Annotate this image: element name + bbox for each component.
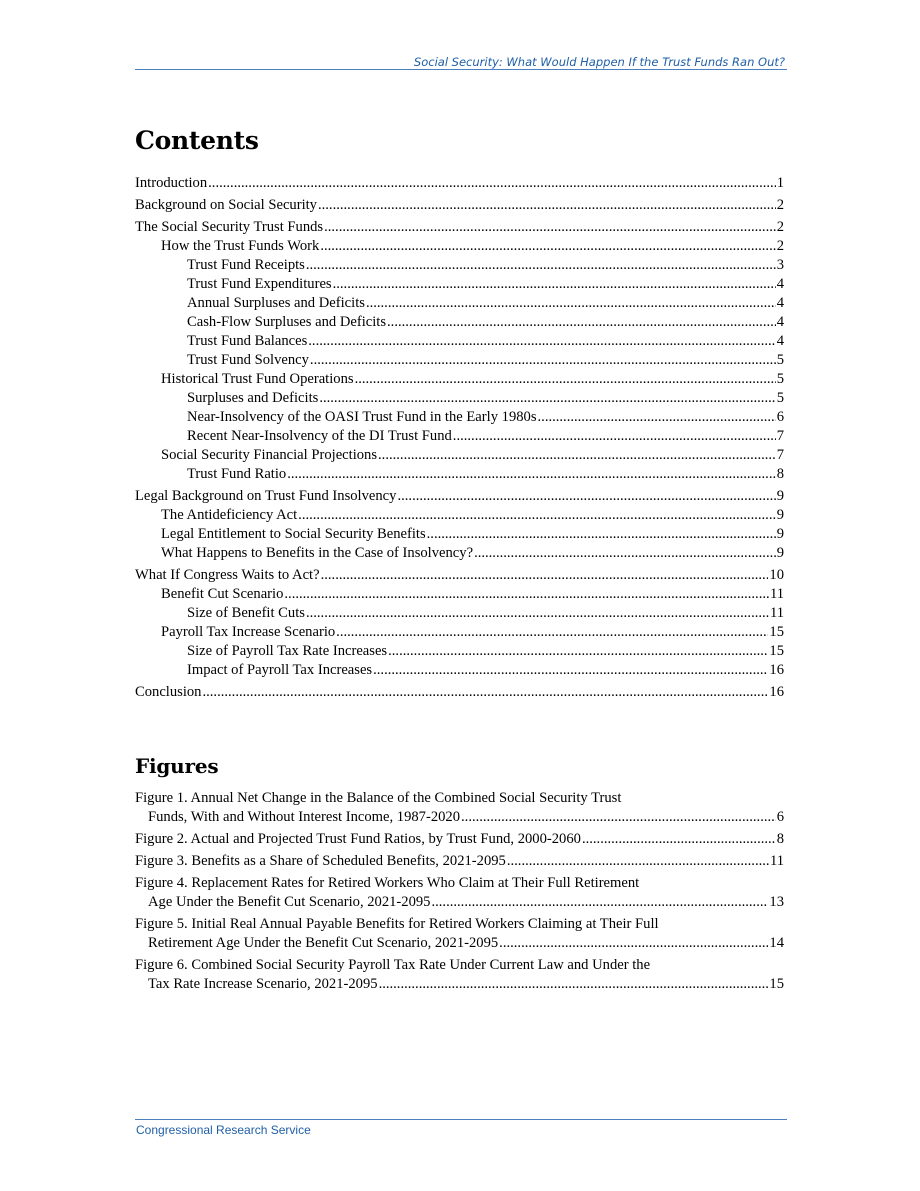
figure-entry-title: Figure 6. Combined Social Security Payroll Tax Rate Under Current Law and Under the xyxy=(135,957,651,973)
toc-entry-page: 15 xyxy=(769,643,784,659)
toc-entry-title: Trust Fund Expenditures xyxy=(187,276,332,292)
figure-entry-line xyxy=(135,830,784,849)
toc-entry-title: The Social Security Trust Funds xyxy=(135,219,324,235)
figure-entry-title: Figure 2. Actual and Projected Trust Fund Ratios, by Trust Fund, 2000-2060 xyxy=(135,831,581,847)
toc-entry-title: Trust Fund Solvency xyxy=(187,352,309,368)
toc-entry-page: 2 xyxy=(776,238,784,254)
toc-entry[interactable] xyxy=(135,294,784,313)
toc-entry[interactable] xyxy=(135,683,784,702)
dot-leader xyxy=(287,465,775,484)
dot-leader xyxy=(308,332,775,351)
figure-entry-line xyxy=(135,852,784,871)
dot-leader xyxy=(306,604,769,623)
toc-entry-page: 4 xyxy=(776,276,784,292)
toc-entry[interactable] xyxy=(135,585,784,604)
figure-entry-title-continued: Retirement Age Under the Benefit Cut Scenario, 2021-2095 xyxy=(148,935,499,951)
toc-entry-page: 9 xyxy=(776,545,784,561)
toc-entry-page: 3 xyxy=(776,257,784,273)
toc-entry-title: How the Trust Funds Work xyxy=(161,238,320,254)
figure-entry-page: 8 xyxy=(776,831,784,847)
figures-list xyxy=(135,789,784,997)
running-header: Social Security: What Would Happen If the Trust Funds Ran Out? xyxy=(413,55,785,69)
figure-entry-line xyxy=(135,893,784,912)
toc-entry[interactable] xyxy=(135,332,784,351)
toc-entry-page: 16 xyxy=(769,662,784,678)
toc-entry[interactable] xyxy=(135,408,784,427)
toc-entry-page: 5 xyxy=(776,390,784,406)
toc-entry-title: Social Security Financial Projections xyxy=(161,447,378,463)
figure-entry-page: 13 xyxy=(769,894,784,910)
toc-entry-page: 9 xyxy=(776,507,784,523)
footer-organization: Congressional Research Service xyxy=(136,1123,311,1137)
figure-entry-page: 15 xyxy=(769,976,784,992)
toc-entry-title: Trust Fund Receipts xyxy=(187,257,305,273)
dot-leader xyxy=(321,566,769,585)
toc-entry[interactable] xyxy=(135,566,784,585)
dot-leader xyxy=(387,313,776,332)
figure-entry-line xyxy=(135,934,784,953)
figure-entry-title: Figure 5. Initial Real Annual Payable Benefits for Retired Workers Claiming at Their Full xyxy=(135,916,659,932)
figure-entry-page: 11 xyxy=(769,853,784,869)
toc-entry[interactable] xyxy=(135,465,784,484)
dot-leader xyxy=(474,544,776,563)
toc-entry-page: 8 xyxy=(776,466,784,482)
toc-entry-page: 9 xyxy=(776,488,784,504)
footer-rule xyxy=(135,1119,787,1120)
toc-entry-page: 5 xyxy=(776,371,784,387)
toc-entry-page: 15 xyxy=(769,624,784,640)
toc-entry-page: 6 xyxy=(776,409,784,425)
figure-entry[interactable] xyxy=(135,789,784,827)
dot-leader xyxy=(310,351,776,370)
toc-entry-title: Size of Payroll Tax Rate Increases xyxy=(187,643,388,659)
figure-entry-title: Figure 3. Benefits as a Share of Scheduled Benefits, 2021-2095 xyxy=(135,853,506,869)
figure-entry[interactable] xyxy=(135,915,784,953)
figure-entry-title: Figure 1. Annual Net Change in the Balance of the Combined Social Security Trust xyxy=(135,790,622,806)
toc-entry-title: Legal Entitlement to Social Security Benefits xyxy=(161,526,426,542)
toc-entry-title: Trust Fund Balances xyxy=(187,333,308,349)
toc-entry-page: 4 xyxy=(776,295,784,311)
dot-leader xyxy=(208,174,776,193)
figure-entry-line xyxy=(135,808,784,827)
dot-leader xyxy=(319,389,775,408)
toc-entry[interactable] xyxy=(135,525,784,544)
toc-entry[interactable] xyxy=(135,446,784,465)
toc-entry-title: Payroll Tax Increase Scenario xyxy=(161,624,336,640)
dot-leader xyxy=(379,975,769,994)
dot-leader xyxy=(306,256,776,275)
dot-leader xyxy=(284,585,769,604)
figure-entry[interactable] xyxy=(135,956,784,994)
dot-leader xyxy=(397,487,775,506)
figure-entry[interactable] xyxy=(135,874,784,912)
dot-leader xyxy=(366,294,776,313)
toc-entry[interactable] xyxy=(135,174,784,193)
dot-leader xyxy=(507,852,769,871)
dot-leader xyxy=(202,683,768,702)
dot-leader xyxy=(336,623,768,642)
toc-entry-page: 2 xyxy=(776,197,784,213)
toc-entry-title: Legal Background on Trust Fund Insolvency xyxy=(135,488,397,504)
figure-entry-page: 14 xyxy=(769,935,784,951)
toc-entry[interactable] xyxy=(135,275,784,294)
figure-entry-title-continued: Age Under the Benefit Cut Scenario, 2021-2095 xyxy=(148,894,431,910)
toc-entry[interactable] xyxy=(135,642,784,661)
figure-entry[interactable] xyxy=(135,830,784,849)
figure-entry-page: 6 xyxy=(776,809,784,825)
toc-entry-page: 11 xyxy=(769,586,784,602)
toc-entry-page: 7 xyxy=(776,428,784,444)
toc-entry-title: The Antideficiency Act xyxy=(161,507,298,523)
toc-entry-title: Benefit Cut Scenario xyxy=(161,586,284,602)
toc-entry[interactable] xyxy=(135,487,784,506)
toc-entry[interactable] xyxy=(135,544,784,563)
dot-leader xyxy=(499,934,768,953)
dot-leader xyxy=(461,808,776,827)
dot-leader xyxy=(373,661,768,680)
figure-entry-line xyxy=(135,975,784,994)
toc-entry-page: 9 xyxy=(776,526,784,542)
toc-entry[interactable] xyxy=(135,389,784,408)
toc-entry-title: What If Congress Waits to Act? xyxy=(135,567,320,583)
toc-entry-title: Historical Trust Fund Operations xyxy=(161,371,354,387)
toc-entry[interactable] xyxy=(135,196,784,215)
dot-leader xyxy=(582,830,776,849)
dot-leader xyxy=(378,446,776,465)
dot-leader xyxy=(538,408,776,427)
toc-entry-page: 16 xyxy=(769,684,784,700)
dot-leader xyxy=(318,196,776,215)
dot-leader xyxy=(324,218,776,237)
dot-leader xyxy=(427,525,776,544)
figures-heading: Figures xyxy=(135,754,219,778)
toc-entry[interactable] xyxy=(135,351,784,370)
toc-entry-title: Trust Fund Ratio xyxy=(187,466,287,482)
toc-entry[interactable] xyxy=(135,623,784,642)
dot-leader xyxy=(333,275,776,294)
toc-entry-title: Introduction xyxy=(135,175,208,191)
toc-entry[interactable] xyxy=(135,313,784,332)
toc-entry-page: 1 xyxy=(776,175,784,191)
toc-entry-page: 7 xyxy=(776,447,784,463)
toc-entry-title: Background on Social Security xyxy=(135,197,317,213)
toc-entry[interactable] xyxy=(135,218,784,237)
dot-leader xyxy=(453,427,776,446)
toc-entry-page: 5 xyxy=(776,352,784,368)
toc-entry[interactable] xyxy=(135,370,784,389)
toc-entry-title: Cash-Flow Surpluses and Deficits xyxy=(187,314,387,330)
dot-leader xyxy=(298,506,776,525)
toc-entry[interactable] xyxy=(135,427,784,446)
toc-entry-page: 10 xyxy=(769,567,784,583)
toc-entry[interactable] xyxy=(135,604,784,623)
toc-entry-title: Size of Benefit Cuts xyxy=(187,605,305,621)
toc-entry-title: Near-Insolvency of the OASI Trust Fund in the Early 1980s xyxy=(187,409,537,425)
figure-entry[interactable] xyxy=(135,852,784,871)
toc-entry-title: What Happens to Benefits in the Case of Insolvency? xyxy=(161,545,474,561)
figure-entry-title-continued: Tax Rate Increase Scenario, 2021-2095 xyxy=(148,976,378,992)
dot-leader xyxy=(431,893,768,912)
toc-entry[interactable] xyxy=(135,237,784,256)
toc-entry-page: 4 xyxy=(776,333,784,349)
toc-entry-title: Recent Near-Insolvency of the DI Trust Fund xyxy=(187,428,452,444)
toc-entry[interactable] xyxy=(135,661,784,680)
toc-entry-title: Conclusion xyxy=(135,684,202,700)
contents-list xyxy=(135,174,784,702)
toc-entry[interactable] xyxy=(135,506,784,525)
figure-entry-title: Figure 4. Replacement Rates for Retired Workers Who Claim at Their Full Retirement xyxy=(135,875,640,891)
contents-heading: Contents xyxy=(135,126,259,155)
toc-entry-page: 4 xyxy=(776,314,784,330)
toc-entry-title: Annual Surpluses and Deficits xyxy=(187,295,365,311)
toc-entry-title: Impact of Payroll Tax Increases xyxy=(187,662,373,678)
dot-leader xyxy=(388,642,768,661)
toc-entry-page: 2 xyxy=(776,219,784,235)
toc-entry[interactable] xyxy=(135,256,784,275)
header-rule xyxy=(135,69,787,70)
dot-leader xyxy=(320,237,775,256)
figure-entry-title-continued: Funds, With and Without Interest Income, 1987-2020 xyxy=(148,809,461,825)
dot-leader xyxy=(355,370,776,389)
toc-entry-title: Surpluses and Deficits xyxy=(187,390,319,406)
toc-entry-page: 11 xyxy=(769,605,784,621)
